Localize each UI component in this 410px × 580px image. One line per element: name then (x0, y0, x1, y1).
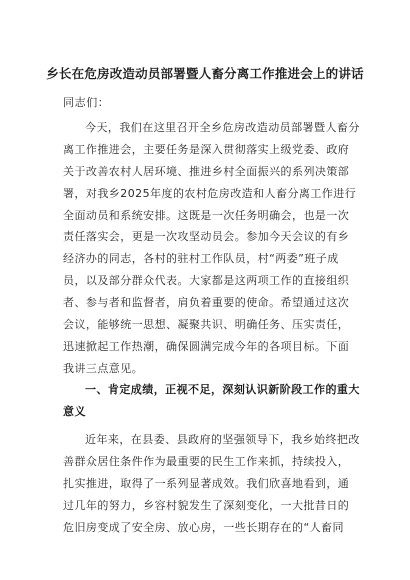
paragraph-line: 今天，我们在这里召开全乡危房改造动员部署暨人畜分 (85, 121, 360, 134)
salutation: 同志们： (63, 96, 110, 109)
paragraph-line: 署，对我乡2025年度的农村危房改造和人畜分离工作进行 (63, 186, 357, 200)
paragraph-line: 我讲三点意见。 (63, 361, 144, 375)
document-title: 乡长在危房改造动员部署暨人畜分离工作推进会上的讲话 (46, 66, 364, 81)
section-heading-1 (63, 379, 363, 423)
paragraph-line: 迅速掀起工作热潮，确保圆满完成今年的各项目标。下面 (63, 339, 350, 353)
paragraph-line: 经济办的同志，各村的驻村工作队员，村“两委”班子成 (63, 252, 339, 266)
paragraph-line: 过几年的努力，乡容村貌发生了深刻变化，一大批昔日的 (63, 498, 350, 512)
paragraph-line: 者、参与者和监督者，肩负着重要的使命。希望通过这次 (63, 296, 350, 310)
paragraph-line: 危旧房变成了安全房、放心房，一些长期存在的“人畜同 (63, 520, 344, 534)
paragraph-line: 全面动员和系统安排。这既是一次任务明确会，也是一次 (63, 208, 350, 222)
paragraph-line: 离工作推进会，主要任务是深入贯彻落实上级党委、政府 (63, 142, 350, 156)
heading-line: 一、肯定成绩，正视不足，深刻认识新阶段工作的重大 (85, 383, 360, 396)
paragraph-line: 近年来，在县委、县政府的坚强领导下，我乡始终把改 (85, 433, 360, 446)
paragraph-line: 善群众居住条件作为最重要的民生工作来抓，持续投入， (63, 454, 350, 468)
paragraph-line: 扎实推进，取得了一系列显著成效。我们欣喜地看到，通 (63, 476, 350, 490)
heading-line: 意义 (63, 404, 86, 418)
paragraph-line: 会议，能够统一思想、凝聚共识、明确任务、压实责任， (63, 318, 350, 332)
paragraph-line: 关于改善农村人居环境、推进乡村全面振兴的系列决策部 (63, 164, 350, 178)
paragraph-line: 员，以及部分群众代表。大家都是这两项工作的直接组织 (63, 274, 350, 288)
paragraph-line: 责任落实会，更是一次攻坚动员会。参加今天会议的有乡 (63, 230, 350, 244)
paragraph-section-1 (63, 429, 363, 538)
paragraph-opening (63, 117, 363, 380)
